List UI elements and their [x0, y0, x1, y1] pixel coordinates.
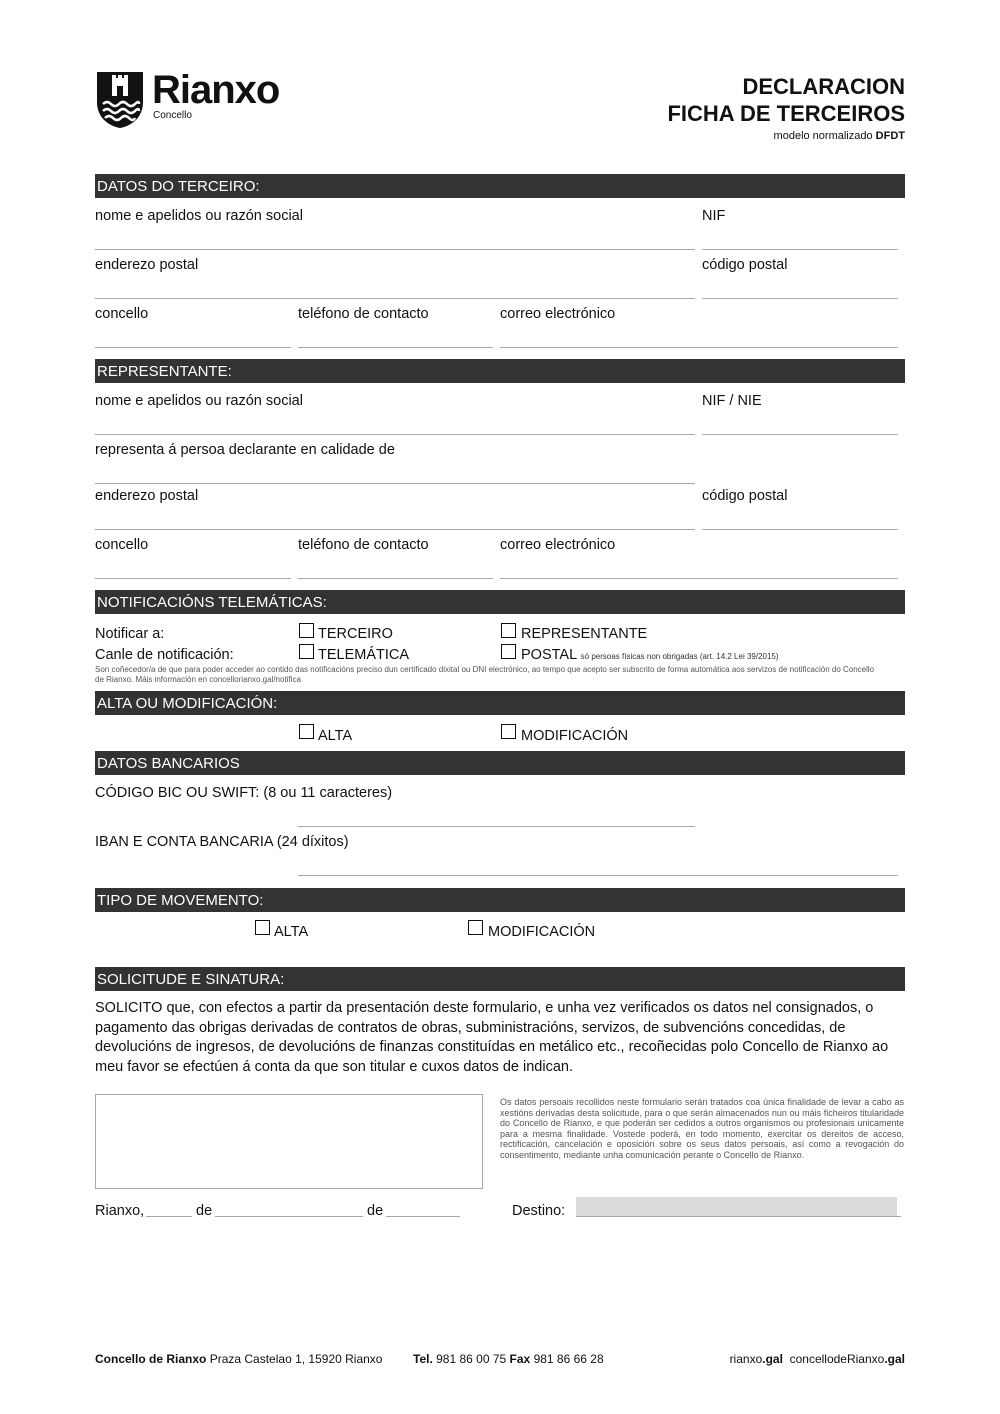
rep-name-field[interactable]: [95, 434, 695, 435]
terceiro-council-field[interactable]: [95, 347, 291, 348]
terceiro-nif-label: NIF: [702, 208, 726, 224]
notify-channel-label: Canle de notificación:: [95, 647, 234, 663]
iban-label: IBAN E CONTA BANCARIA (24 díxitos): [95, 834, 349, 850]
document-title-line2: FICHA DE TERCEIROS: [667, 101, 905, 126]
footer-phone: Tel. 981 86 00 75 Fax 981 86 66 28: [413, 1352, 604, 1366]
terceiro-name-label: nome e apelidos ou razón social: [95, 208, 303, 224]
terceiro-email-label: correo electrónico: [500, 306, 616, 322]
rep-postcode-label: código postal: [702, 488, 788, 504]
movemento-mod-checkbox[interactable]: [468, 920, 483, 935]
movemento-alta-label: ALTA: [274, 924, 309, 940]
terceiro-email-field[interactable]: [500, 347, 898, 348]
section-bar-notificacions: NOTIFICACIÓNS TELEMÁTICAS:: [95, 590, 905, 614]
iban-field[interactable]: [298, 875, 898, 876]
signature-box[interactable]: [95, 1094, 483, 1189]
terceiro-postcode-field[interactable]: [702, 298, 898, 299]
signature-de-2: de: [367, 1203, 384, 1219]
rep-postcode-field[interactable]: [702, 529, 898, 530]
terceiro-nif-field[interactable]: [702, 249, 898, 250]
consent-note-line2: de Rianxo. Máis información en concellorianxo.gal/notifica: [95, 675, 301, 684]
section-bar-bancarios: DATOS BANCARIOS: [95, 751, 905, 775]
rep-phone-label: teléfono de contacto: [298, 537, 429, 553]
notify-to-label: Notificar a:: [95, 626, 165, 642]
bic-label: CÓDIGO BIC OU SWIFT: (8 ou 11 caracteres): [95, 785, 393, 801]
rep-council-label: concello: [95, 537, 149, 553]
destination-underline: [576, 1216, 901, 1217]
channel-postal-label: POSTAL só persoas físicas non obrigadas (art. 14.2 Lei 39/2015): [521, 647, 779, 663]
rep-address-field[interactable]: [95, 529, 695, 530]
rep-email-label: correo electrónico: [500, 537, 616, 553]
rep-name-label: nome e apelidos ou razón social: [95, 393, 303, 409]
terceiro-phone-label: teléfono de contacto: [298, 306, 429, 322]
destination-field[interactable]: [576, 1197, 897, 1217]
notify-representante-label: REPRESENTANTE: [521, 626, 648, 642]
terceiro-name-field[interactable]: [95, 249, 695, 250]
council-shield-icon: [95, 70, 145, 130]
signature-day-field[interactable]: [146, 1216, 192, 1217]
logo-subtitle: Concello: [153, 110, 192, 121]
section-bar-representante: REPRESENTANTE:: [95, 359, 905, 383]
section-bar-solicitude: SOLICITUDE E SINATURA:: [95, 967, 905, 991]
rep-address-label: enderezo postal: [95, 488, 199, 504]
rep-nif-field[interactable]: [702, 434, 898, 435]
notify-representante-checkbox[interactable]: [501, 623, 516, 638]
movemento-mod-label: MODIFICACIÓN: [488, 924, 596, 940]
notify-terceiro-checkbox[interactable]: [299, 623, 314, 638]
alta-label: ALTA: [318, 728, 353, 744]
terceiro-address-field[interactable]: [95, 298, 695, 299]
signature-de-1: de: [196, 1203, 213, 1219]
rep-council-field[interactable]: [95, 578, 291, 579]
footer-websites[interactable]: rianxo.gal concellodeRianxo.gal: [729, 1352, 905, 1366]
terceiro-phone-field[interactable]: [298, 347, 493, 348]
channel-postal-checkbox[interactable]: [501, 644, 516, 659]
signature-month-field[interactable]: [215, 1216, 363, 1217]
notify-terceiro-label: TERCEIRO: [318, 626, 393, 642]
signature-year-field[interactable]: [386, 1216, 460, 1217]
channel-telematica-label: TELEMÁTICA: [318, 647, 410, 663]
request-paragraph: SOLICITO que, con efectos a partir da presentación deste formulario, e unha vez verificados os datos nel consignados, o pagamento das obrigas derivadas de contratos de obras, subministracións, servizos, de subvencións concedidas, de devolucións de ingresos, de devolucións de finanzas constituídas en metálico etc., recoñecidas polo Concello de Rianxo ao meu favor se efectúen á conta da que son titular e cuxos datos de indican.: [95, 1000, 889, 1075]
terceiro-council-label: concello: [95, 306, 149, 322]
rep-capacity-label: representa á persoa declarante en calidade de: [95, 442, 395, 458]
signature-place: Rianxo,: [95, 1203, 145, 1219]
rep-email-field[interactable]: [500, 578, 898, 579]
consent-note-line1: Son coñecedor/a de que para poder acceder ao contido das notificacións preciso dun certificado dixital ou DNI electrónico, ao tempo que acepto ser subscrito de forma automática aos servizos de notificación do Concello: [95, 665, 875, 674]
privacy-notice: Os datos persoais recollidos neste formulario serán tratados coa única finalidade de levar a cabo as xestións derivadas desta solicitude, para o que serán almacenados nun ou máis ficheiros titularidade do Concello de Rianxo, e que poderán ser cedidos a outros organismos ou profesionais unicamente para a mesma finalidade. Vostede poderá, en todo momento, exercitar os dereitos de acceso, rectificación, cancelación e oposición sobre os seus datos persoais, así como a revogación do consentimento, mediante unha comunicación perante o Concello de Rianxo.: [500, 1097, 904, 1160]
modificacion-checkbox[interactable]: [501, 724, 516, 739]
modificacion-label: MODIFICACIÓN: [521, 728, 629, 744]
document-title-line1: DECLARACION: [742, 74, 905, 99]
rep-nif-label: NIF / NIE: [702, 393, 762, 409]
rep-capacity-field[interactable]: [95, 483, 695, 484]
alta-checkbox[interactable]: [299, 724, 314, 739]
destination-label: Destino:: [512, 1203, 566, 1219]
rep-phone-field[interactable]: [298, 578, 493, 579]
footer-address: Concello de Rianxo Praza Castelao 1, 15920 Rianxo: [95, 1352, 383, 1366]
model-code: modelo normalizado DFDT: [773, 130, 905, 142]
channel-telematica-checkbox[interactable]: [299, 644, 314, 659]
terceiro-postcode-label: código postal: [702, 257, 788, 273]
section-bar-movemento: TIPO DE MOVEMENTO:: [95, 888, 905, 912]
section-bar-alta-mod: ALTA OU MODIFICACIÓN:: [95, 691, 905, 715]
movemento-alta-checkbox[interactable]: [255, 920, 270, 935]
terceiro-address-label: enderezo postal: [95, 257, 199, 273]
logo-name: Rianxo: [152, 68, 280, 112]
bic-field[interactable]: [298, 826, 695, 827]
section-bar-terceiro: DATOS DO TERCEIRO:: [95, 174, 905, 198]
